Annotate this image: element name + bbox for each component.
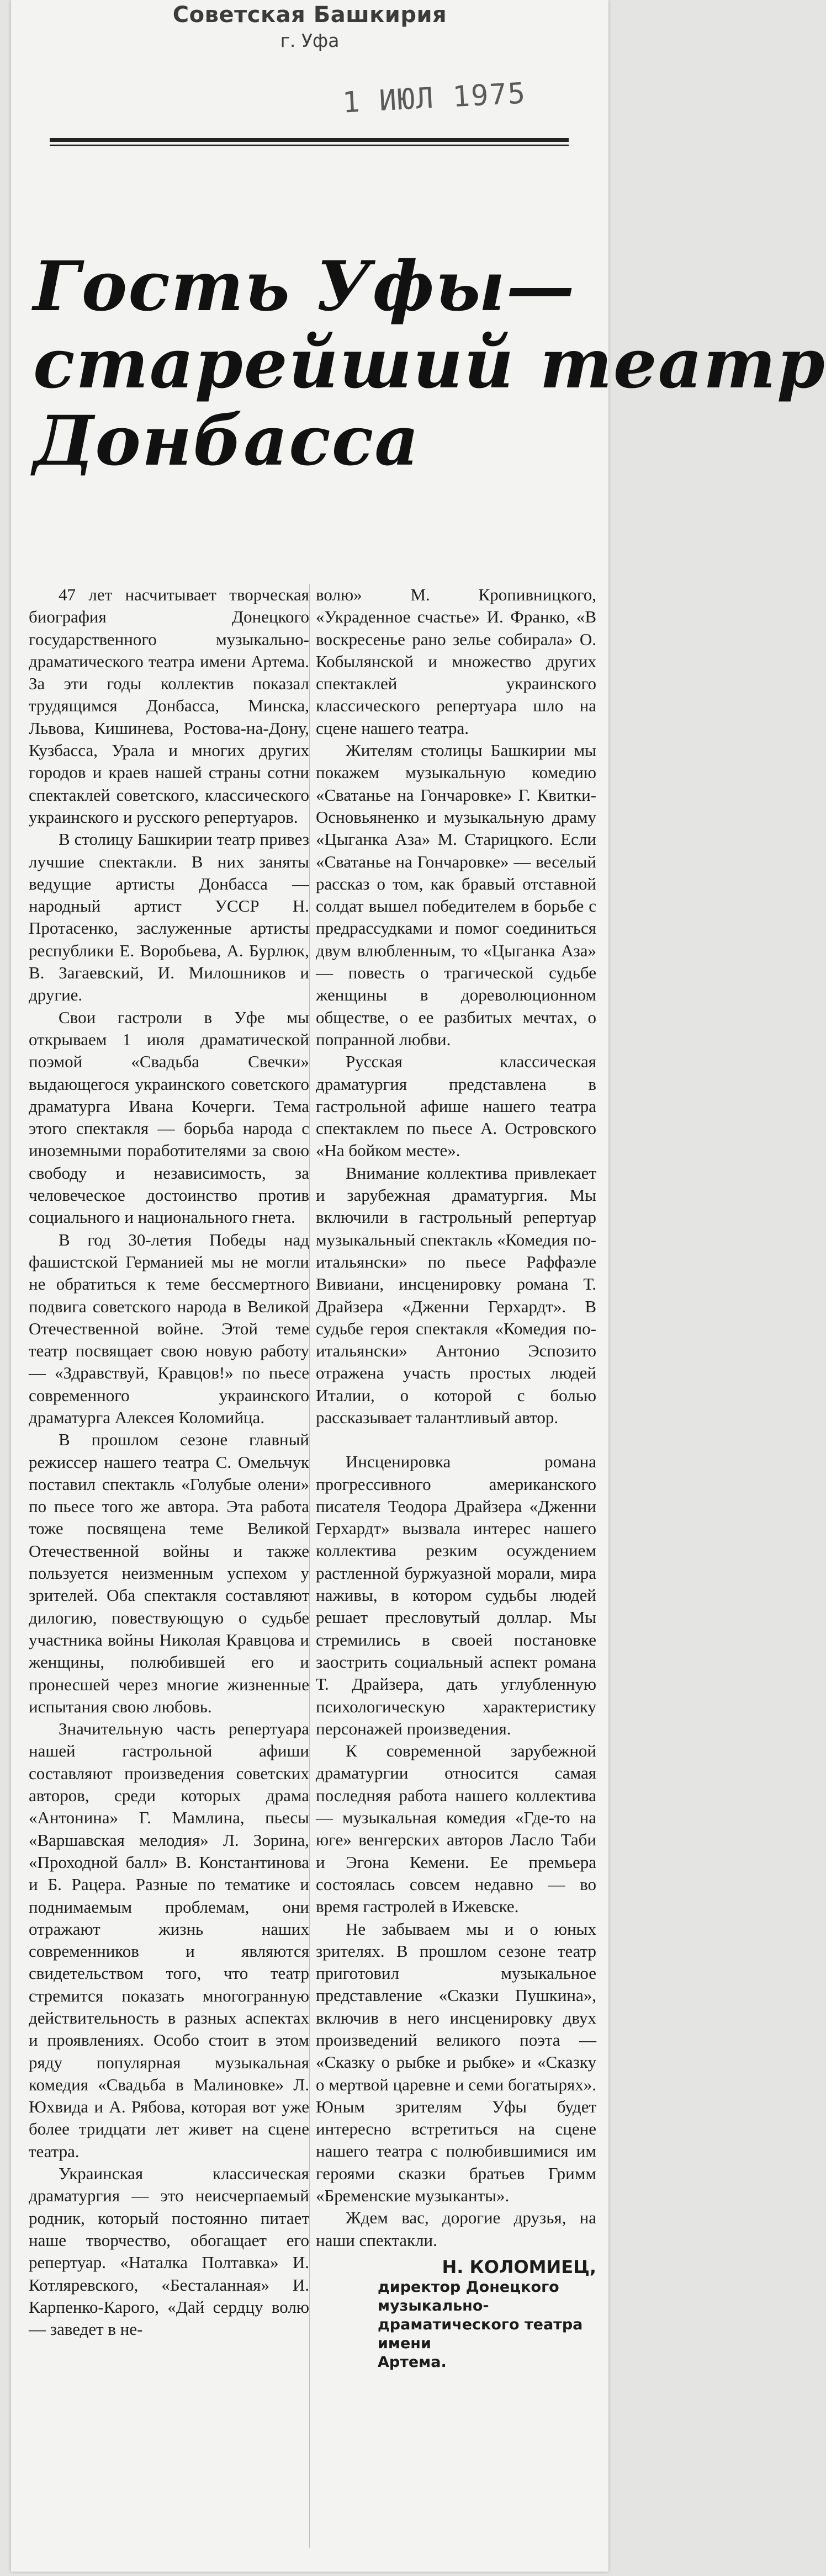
author-title-line: музыкально-драматического театра имени: [378, 2297, 583, 2353]
article-column-left: [29, 584, 309, 2340]
author-title-line: директор Донецкого: [378, 2279, 559, 2296]
article-column-right: [316, 584, 596, 2372]
author-title: [316, 2278, 596, 2372]
paragraph: Украинская классическая драматургия — это неисчерпаемый родник, который постоянно питает наше творчество, обогащает его репертуар. «Наталка Полтавка» И. Котляревского, «Бесталанная» И. Карпенко-Карого, «Дай сердцу волю — заведет в не-: [29, 2164, 309, 2339]
paragraph: Внимание коллектива привлекает и зарубежная драматургия. Мы включили в гастрольный репертуар музыкальный спектакль «Комедия по-итальянски» по пьесе Раффаэле Вивиани, инсценировку романа Т. Драйзера «Дженни Герхардт». В судьбе героя спектакля «Комедия по-итальянски» Антонио Эспозито отражена участь простых людей Италии, о которой с болью рассказывает талантливый автор.: [316, 1163, 596, 1427]
header-rule: [50, 138, 569, 142]
paragraph: Ждем вас, дорогие друзья, на наши спектакли.: [316, 2208, 596, 2250]
article-headline: [33, 247, 826, 481]
paragraph: В столицу Башкирии театр привез лучшие спектакли. В них заняты ведущие артисты Донбасса — народный артист УССР Н. Протасенко, заслуженные артисты республики Е. Воробьева, А. Бурлюк, В. Загаевский, И. Милошников и другие.: [29, 829, 309, 1005]
paragraph: К современной зарубежной драматургии относится самая последняя работа нашего коллектива — музыкальная комедия «Где-то на юге» венгерских авторов Ласло Таби и Эгона Кемени. Ее премьера состоялась совсем недавно — во время гастролей в Ижевске.: [316, 1741, 596, 1917]
header-rule-thin: [50, 145, 569, 146]
masthead: [11, 2, 608, 51]
paragraph: Не забываем мы и о юных зрителях. В прошлом сезоне театр приготовил музыкальное представление «Сказки Пушкина», включив в него инсценировку двух произведений великого поэта — «Сказку о рыбке и рыбке» и «Сказку о мертвой царевне и семи богатырях». Юным зрителям Уфы будет интересно встретиться на сцене нашего театра с полюбившимися им героями сказки братьев Гримм «Бременские музыканты».: [316, 1919, 596, 2206]
author-name: Н. КОЛОМИЕЦ,: [442, 2256, 596, 2277]
paragraph: волю» М. Кропивницкого, «Украденное счастье» И. Франко, «В воскресенье рано зелье собирала» О. Кобылянской и множество других спектаклей украинского классического репертуара шло на сцене нашего театра.: [316, 585, 596, 738]
paragraph: В год 30-летия Победы над фашистской Германией мы не могли не обратиться к теме бессмертного подвига советского народа в Великой Отечественной войне. Этой теме театр посвящает свою новую работу — «Здравствуй, Кравцов!» по пьесе современного украинского драматурга Алексея Коломийца.: [29, 1230, 309, 1427]
headline-line-1: Гость Уфы—: [33, 247, 576, 327]
paragraph: Инсценировка романа прогрессивного американского писателя Теодора Драйзера «Дженни Герхардт» вызвала интерес нашего коллектива резким осуждением растленной буржуазной морали, мира наживы, в котором судьбы людей решает пресловутый доллар. Мы стремились в своей постановке заострить социальный аспект романа Т. Драйзера, дать углубленную психологическую характеристику персонажей произведения.: [316, 1452, 596, 1738]
paragraph: Русская классическая драматургия представлена в гастрольной афише нашего театра спектаклем по пьесе А. Островского «На бойком месте».: [316, 1052, 596, 1161]
paragraph: В прошлом сезоне главный режиссер нашего театра С. Омельчук поставил спектакль «Голубые олени» по пьесе того же автора. Эта работа тоже посвящена теме Великой Отечественной войны и также пользуется неизменным успехом у зрителей. Оба спектакля составляют дилогию, повествующую о судьбе участника войны Николая Кравцова и женщины, полюбившей его и пронесшей через многие жизненные испытания свою любовь.: [29, 1430, 309, 1716]
date-stamp: 1 ИЮЛ 1975: [341, 77, 527, 120]
headline-line-2: старейший театр: [33, 324, 826, 404]
paragraph: Свои гастроли в Уфе мы открываем 1 июля драматической поэмой «Свадьба Свечки» выдающегося украинского советского драматурга Ивана Кочерги. Тема этого спектакля — борьба народа с иноземными поработителями за свою свободу и независимость, за человеческое достоинство против социального и национального гнета.: [29, 1007, 309, 1227]
newspaper-clipping: [11, 0, 826, 2572]
newspaper-name: Советская Башкирия: [172, 2, 447, 28]
paragraph: Значительную часть репертуара нашей гастрольной афиши составляют произведения советских авторов, среди которых драма «Антонина» Г. Мамлина, пьесы «Варшавская мелодия» Л. Зорина, «Проходной балл» В. Константинова и Б. Рацера. Разные по тематике и поднимаемым проблемам, они отражают жизнь наших современников и являются свидетельством того, что театр стремится показать многогранную действительность в разных аспектах и проявлениях. Особо стоит в этом ряду популярная музыкальная комедия «Свадьба в Малиновке» Л. Юхвида и А. Рябова, которая вот уже более тридцати лет живет на сцене театра.: [29, 1719, 309, 2161]
newspaper-city: г. Уфа: [280, 30, 340, 51]
headline-line-3: Донбасса: [33, 401, 420, 481]
paragraph: Жителям столицы Башкирии мы покажем музыкальную комедию «Сватанье на Гончаровке» Г. Квитки-Основьяненко и музыкальную драму «Цыганка Аза» М. Старицкого. Если «Сватанье на Гончаровке» — веселый рассказ о том, как бравый отставной солдат вышел победителем в борьбе с предрассудками и помог соединиться двум влюбленным, то «Цыганка Аза» — повесть о трагической судьбе женщины в дореволюционном обществе, о ее разбитых мечтах, о попранной любви.: [316, 741, 596, 1049]
column-divider: [309, 584, 310, 2548]
author-title-line: Артема.: [378, 2354, 447, 2371]
paragraph: 47 лет насчитывает творческая биография Донецкого государственного музыкально-драматического театра имени Артема. За эти годы коллектив показал трудящимся Донбасса, Минска, Львова, Кишинева, Ростова-на-Дону, Кузбасса, Урала и многих других городов и краев нашей страны сотни спектаклей советского, классического украинского и русского репертуаров.: [29, 585, 309, 827]
